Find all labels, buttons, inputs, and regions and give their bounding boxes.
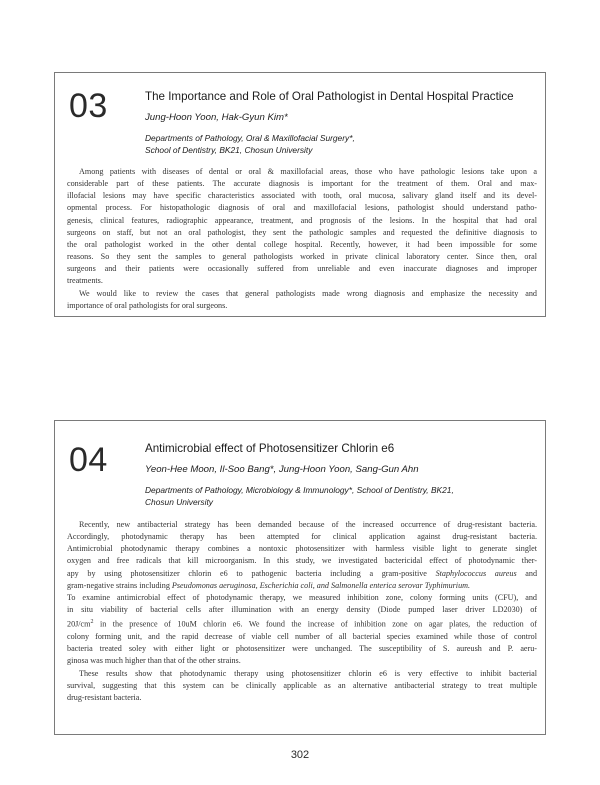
body-line: opmental process. For histopathologic diagnosis of oral and maxillofacial lesions, pathologist should understand patho-	[67, 203, 537, 213]
page-number: 302	[290, 749, 310, 761]
body-line: colony forming unit, and the rapid decrease of viable cell number of all bacterial species examined while those of control	[67, 632, 537, 642]
body-line: Accordingly, photodynamic therapy has been attempted for clinical application against drug-resistant bacteria.	[67, 532, 537, 542]
body-line: genesis, clinical features, radiographic appearance, treatment, and prognosis of the lesions. In the hospital that had oral	[67, 215, 537, 225]
body-text-segment: gram-negative strains including	[67, 580, 170, 590]
body-line	[67, 616, 537, 631]
affiliation-line: School of Dentistry, BK21, Chosun University	[145, 145, 313, 155]
abstract-affiliation	[145, 132, 355, 156]
energy-density-value: 20J/cm	[67, 619, 91, 629]
body-line: the oral pathologist worked in the other dental college hospital. Recently, however, it had been impossible for some	[67, 239, 537, 249]
body-line: illofacial lesions may have specific characteristics associated with tooth, oral mucosa, salivary gland itself and its devel-	[67, 191, 537, 201]
body-line: treatments.	[67, 276, 103, 286]
abstract-box-03	[54, 72, 546, 317]
abstract-number: 03	[69, 87, 108, 125]
species-name: Staphylococcus aureus	[435, 568, 517, 578]
body-line: To examine antimicrobial effect of photodynamic therapy, we measured inhibition zone, colony forming units (CFU), and	[67, 592, 537, 602]
abstract-number: 04	[69, 441, 108, 479]
abstract-box-04	[54, 420, 546, 735]
superscript: 2	[90, 619, 94, 626]
affiliation-line: Chosun University	[145, 497, 213, 507]
body-text-segment: and	[525, 568, 537, 578]
body-line: in situ viability of bacterial cells after illumination with an energy density (Diode pumped laser driver LD2030) of	[67, 605, 537, 615]
abstract-affiliation	[145, 484, 454, 508]
body-line: surgeons on staff, but not an oral pathologist, they sent the pathologic samples and requested the definitive diagnosis to	[67, 227, 537, 237]
abstract-authors: Jung-Hoon Yoon, Hak-Gyun Kim*	[145, 112, 288, 123]
body-line: surgeons and their patients were occasionally suffered from unreliable and even inaccurate diagnoses and improper	[67, 264, 537, 274]
body-line: survival, suggesting that this system can be clinically applicable as an alternative antibacterial strategy to treat multiple	[67, 680, 537, 690]
affiliation-line: Departments of Pathology, Oral & Maxillofacial Surgery*,	[145, 133, 355, 143]
abstract-title: Antimicrobial effect of Photosensitizer Chlorin e6	[145, 442, 395, 455]
species-names: Pseudomonas aeruginosa, Escherichia coli, and Salmonella enterica serovar Typhimurium.	[171, 580, 471, 590]
body-line: We would like to review the cases that general pathologists made wrong diagnosis and emphasize the necessity and	[79, 288, 537, 298]
body-text-segment: in the presence of 10uM chlorin e6. We found the increase of inhibition zone on agar plates, the reduction of	[99, 619, 537, 629]
body-line: reasons. So they sent the samples to general pathologists worked in private clinical laboratory center. Since then, oral	[67, 252, 537, 262]
affiliation-line: Departments of Pathology, Microbiology & Immunology*, School of Dentistry, BK21,	[145, 485, 454, 495]
body-line: importance of oral pathologists for oral surgeons.	[67, 300, 228, 310]
body-line: considerable part of these patients. The accurate diagnosis is important for the treatment of them. Oral and max-	[67, 179, 537, 189]
body-line: Antimicrobial photodynamic therapy combines a nontoxic photosensitizer with harmless visible light to generate singlet	[67, 544, 537, 554]
abstract-title: The Importance and Role of Oral Pathologist in Dental Hospital Practice	[145, 90, 514, 103]
body-text-segment: apy by using photosensitizer chlorin e6 to pathogenic bacteria including a gram-positive	[67, 568, 427, 578]
body-line	[67, 568, 537, 580]
body-line	[67, 580, 537, 592]
body-line: Among patients with diseases of dental or oral & maxillofacial areas, those who have pathologic lesions take upon a	[79, 167, 537, 176]
body-line: bacteria treated soley with either light or photosensitizer were unchanged. The susceptibility of S. aureush and P. aeru-	[67, 644, 537, 654]
abstract-body	[67, 519, 537, 704]
body-line: ginosa was much higher than that of the other strains.	[67, 656, 241, 666]
abstract-authors: Yeon-Hee Moon, Il-Soo Bang*, Jung-Hoon Yoon, Sang-Gun Ahn	[145, 464, 419, 475]
body-line: drug-resistant bacteria.	[67, 692, 142, 702]
abstract-body	[67, 166, 537, 312]
body-line: oxygen and free radicals that kill microorganism. In this study, we investigated bactericidal effect of photodynamic ther-	[67, 556, 537, 566]
body-line: Recently, new antibacterial strategy has been demanded because of the increased occurrence of drug-resistant bacteria.	[79, 520, 537, 529]
body-line: These results show that photodynamic therapy using photosensitizer chlorin e6 is very effective to inhibit bacterial	[79, 668, 537, 678]
